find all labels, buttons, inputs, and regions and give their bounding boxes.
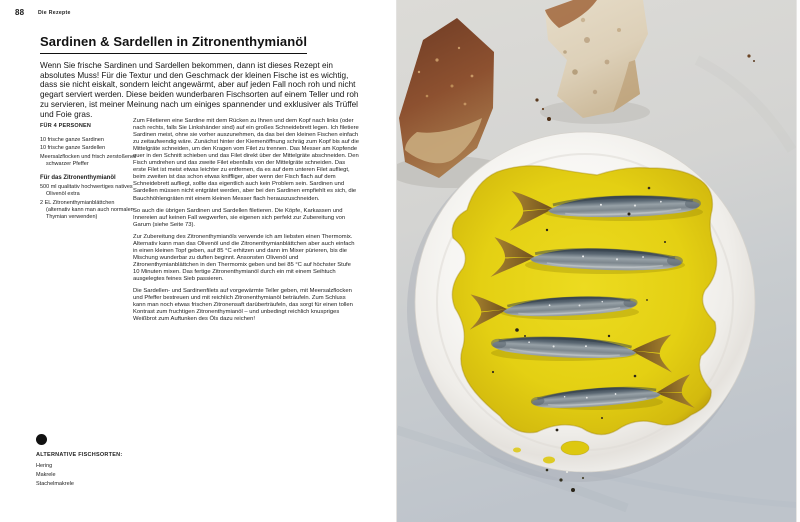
method-column: [133, 118, 359, 328]
alternative-item: Hering: [36, 463, 53, 469]
ingredient-item: 10 frische ganze Sardinen: [40, 136, 104, 143]
method-paragraph: So auch die übrigen Sardinen und Sardellen filetieren. Die Köpfe, Karkassen und Innereien auf keinen Fall wegwerfen, sie eigenen sich perfekt zur Zubereitung von Garum (siehe Seite 73).: [133, 207, 346, 228]
running-head: Die Rezepte: [38, 10, 71, 16]
method-paragraph: Zur Zubereitung des Zitronenthymianöls verwende ich am liebsten einen Thermomix. Alternativ kann man das Olivenöl und die Zitronenthymianblättchen aber auch einfach in einen kleinen Topf geben, auf 85 °C erhitzen und dann im Mixer pürieren, bis die Mischung wunderbar zu duften beginnt. Ansonsten Olivenöl und Zitronenthymianblättchen in den Thermomix geben und bei 85 °C auf höchster Stufe 10 Minuten mixen. Das fertige Zitronenthymianöl durch ein mit einem Seihtuch ausgelegtes feines Sieb passieren.: [133, 233, 355, 282]
alternatives-heading: ALTERNATIVE FISCHSORTEN:: [36, 452, 123, 458]
recipe-photo: [397, 0, 796, 522]
oil-ingredients-heading: Für das Zitronenthymianöl: [40, 174, 116, 181]
ingredient-item: 10 frische ganze Sardellen: [40, 145, 106, 152]
servings-label: FÜR 4 PERSONEN: [40, 123, 92, 129]
recipe-intro: Wenn Sie frische Sardinen und Sardellen bekommen, dann ist dieses Rezept ein absolutes Muss! Für die Textur und den Geschmack der kleinen Fische ist es wichtig, dass sie nicht eiskalt, sondern leicht angewärmt, aber auf jeden Fall noch roh und nicht gegart serviert werden. Diese beiden wunderbaren Fischsorten auf einem Teller und roh zu servieren, ist meiner Meinung nach um einiges spannender und exklusiver als Trüffel und Foie gras.: [40, 61, 359, 119]
photo-page-edge: [796, 0, 800, 522]
method-paragraph: Die Sardellen- und Sardinenfilets auf vorgewärmte Teller geben, mit Meersalzflocken und Pfeffer bestreuen und mit reichlich Zitronenthymianöl beträufeln. Zum Schluss kann man noch etwas frischen Zitronensaft darüberträufeln, das sorgt für einen tollen Kontrast zum fruchtigen Zitronenthymianöl – und unbedingt reichlich knuspriges Weißbrot zum Auftunken des Öls dazu reichen!: [133, 288, 353, 323]
recipe-page: [0, 0, 397, 522]
alternatives-block: [36, 434, 122, 489]
ingredients-column: [40, 123, 136, 222]
alternative-item: Makrele: [36, 472, 56, 478]
ingredient-item: 2 EL Zitronenthymianblättchen (alternativ kann man auch normalen Thymian verwenden): [40, 199, 134, 220]
recipe-title: Sardinen & Sardellen in Zitronenthymianöl: [40, 34, 307, 54]
bullet-dot-icon: [36, 434, 47, 445]
page-number: 88: [15, 8, 25, 17]
method-paragraph: Zum Filetieren eine Sardine mit dem Rücken zu Ihnen und dem Kopf nach links (oder nach rechts, falls Sie Linkshänder sind) auf ein großes Schneidebrett legen. Ich filetiere Sardinen meist, ohne sie vorher auszunehmen, da das bei den kleinen Fischen einfach zu zeitaufwendig wäre. Zunächst hinter der Kiemenöffnung schräg zum Kopf bis auf die Mittelgräte schneiden, um den Kragen vom Filet zu trennen. Das Messer am Kopfende quer in den Schnitt schieben und das Filet direkt über der Mittelgräte abschneiden. Den Fisch umdrehen und das zweite Filet ebenfalls von der Mittelgräte schneiden. Das erste Filet ist meist etwas leichter zu entfernen, da es auf dem unteren Filet aufliegt, beim zweiten ist das schon etwas kniffliger, aber wenn der Fisch flach auf dem Schneidebrett aufliegt, sollte das eigentlich auch kein Problem sein. Sardinen und Sardellen müssen nicht entgrätet werden, aber bei den Sardinen empfiehlt es sich, die Bauchhöhlengräten mit einem kleinen Messer flach herauszuschneiden.: [133, 118, 359, 202]
alternative-item: Stachelmakrele: [36, 481, 74, 487]
ingredient-item: Meersalzflocken und frisch zerstoßener schwarzer Pfeffer: [40, 153, 136, 167]
ingredient-item: 500 ml qualitativ hochwertiges natives Olivenöl extra: [40, 184, 133, 198]
sardines-photo-illustration: [397, 0, 796, 522]
